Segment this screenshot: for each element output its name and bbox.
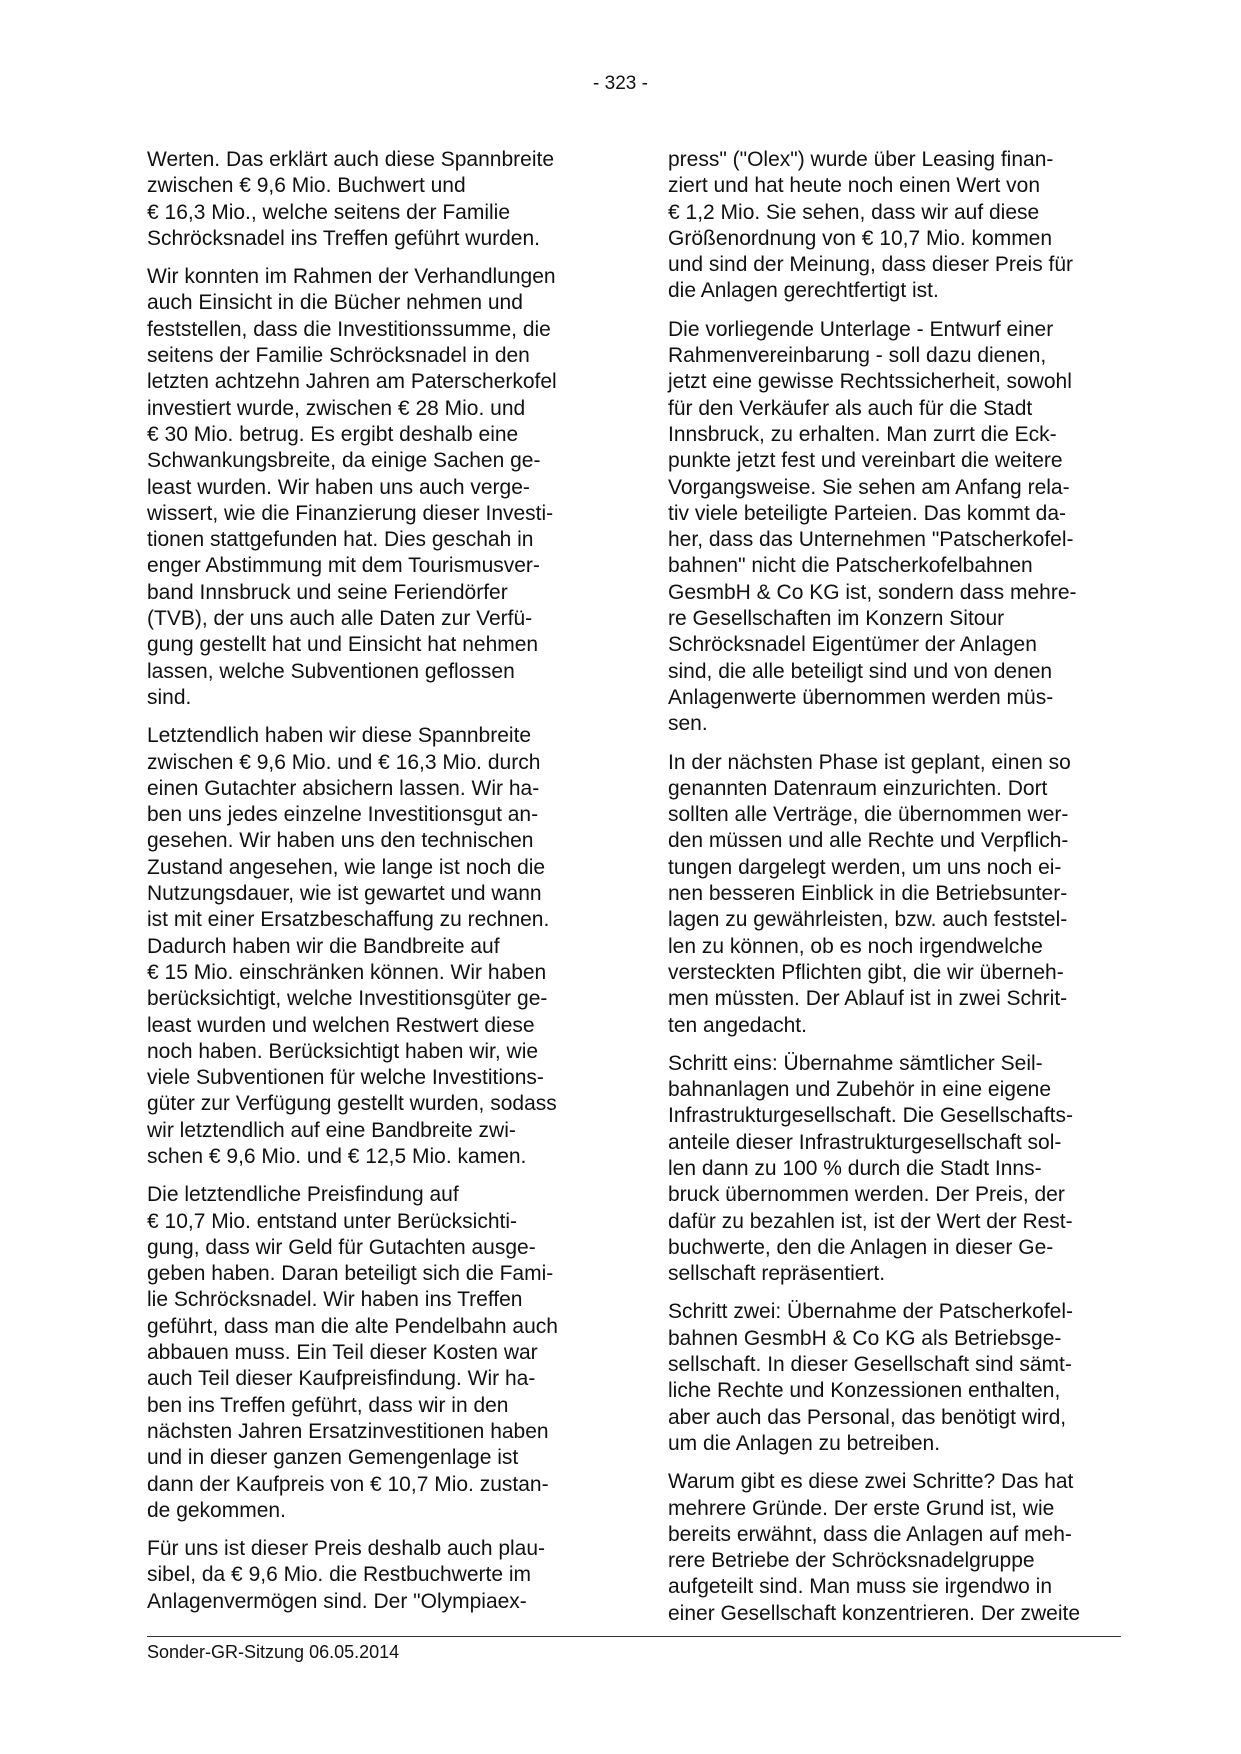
- paragraph: Schritt zwei: Übernahme der Patscherkofel- bahnen GesmbH & Co KG als Betriebsge- sellschaft. In dieser Gesellschaft sind sämt- liche Rechte und Konzessionen enthalten, aber auch das Personal, das benötigt wird, um die Anlagen zu betreiben.: [668, 1300, 1073, 1455]
- page-number: - 323 -: [593, 73, 648, 94]
- paragraph: Warum gibt es diese zwei Schritte? Das hat mehrere Gründe. Der erste Grund ist, wie bereits erwähnt, dass die Anlagen auf meh- rere Betriebe der Schröcksnadelgruppe aufgeteilt sind. Man muss sie irgendwo in einer Gesellschaft konzentrieren. Der zweite: [668, 1470, 1081, 1625]
- paragraph: Die letztendliche Preisfindung auf € 10,7 Mio. entstand unter Berücksichti- gung, dass wir Geld für Gutachten ausge- geben haben. Daran beteiligt sich die Fami- lie Schröcksnadel. Wir haben ins Treffen geführt, dass man die alte Pendelbahn auch abbauen muss. Ein Teil dieser Kosten war auch Teil dieser Kaufpreisfindung. Wir ha- ben ins Treffen geführt, dass wir in den nächsten Jahren Ersatzinvestitionen haben und in dieser ganzen Gemengenlage ist dann der Kaufpreis von € 10,7 Mio. zustan- de gekommen.: [147, 1183, 558, 1522]
- paragraph: Letztendlich haben wir diese Spannbreite zwischen € 9,6 Mio. und € 16,3 Mio. durch einen Gutachter absichern lassen. Wir ha- ben uns jedes einzelne Investitionsgut an- gesehen. Wir haben uns den technischen Zustand angesehen, wie lange ist noch die Nutzungsdauer, wie ist gewartet und wann ist mit einer Ersatzbeschaffung zu rechnen. Dadurch haben wir die Bandbreite auf € 15 Mio. einschränken können. Wir haben berücksichtigt, welche Investitionsgüter ge- least wurden und welchen Restwert diese noch haben. Berücksichtigt haben wir, wie viele Subventionen für welche Investitions- güter zur Verfügung gestellt wurden, sodass wir letztendlich auf eine Bandbreite zwi- schen € 9,6 Mio. und € 12,5 Mio. kamen.: [147, 724, 557, 1168]
- paragraph: Wir konnten im Rahmen der Verhandlungen auch Einsicht in die Bücher nehmen und feststellen, dass die Investitionssumme, die seitens der Familie Schröcksnadel in den letzten achtzehn Jahren am Paterscherkofel investiert wurde, zwischen € 28 Mio. und € 30 Mio. betrug. Es ergibt deshalb eine Schwankungsbreite, da einige Sachen ge- least wurden. Wir haben uns auch verge- wissert, wie die Finanzierung dieser Investi- tionen stattgefunden hat. Dies geschah in enger Abstimmung mit dem Tourismusver- band Innsbruck und seine Feriendörfer (TVB), der uns auch alle Daten zur Verfü- gung gestellt hat und Einsicht hat nehmen lassen, welche Subventionen geflossen sind.: [147, 265, 557, 709]
- footer-session-label: Sonder-GR-Sitzung 06.05.2014: [147, 1642, 400, 1662]
- paragraph: Für uns ist dieser Preis deshalb auch plau- sibel, da € 9,6 Mio. die Restbuchwerte im Anlagenvermögen sind. Der "Olympiaex-: [147, 1537, 546, 1613]
- right-text-column: [668, 147, 1123, 1639]
- paragraph: Schritt eins: Übernahme sämtlicher Seil- bahnanlagen und Zubehör in eine eigene Infrastrukturgesellschaft. Die Gesellschafts- anteile dieser Infrastrukturgesellschaft sol- len dann zu 100 % durch die Stadt Inns- bruck übernommen werden. Der Preis, der dafür zu bezahlen ist, ist der Wert der Rest- buchwerte, den die Anlagen in dieser Ge- sellschaft repräsentiert.: [668, 1051, 1073, 1286]
- left-text-column: [147, 147, 602, 1627]
- footer-divider: [147, 1636, 1121, 1637]
- paragraph: Werten. Das erklärt auch diese Spannbreite zwischen € 9,6 Mio. Buchwert und € 16,3 Mio., welche seitens der Familie Schröcksnadel ins Treffen geführt wurden.: [147, 148, 554, 250]
- paragraph: Die vorliegende Unterlage - Entwurf einer Rahmenvereinbarung - soll dazu dienen, jetzt eine gewisse Rechtssicherheit, sowohl für den Verkäufer als auch für die Stadt Innsbruck, zu erhalten. Man zurrt die Eck- punkte jetzt fest und vereinbart die weitere Vorgangsweise. Sie sehen am Anfang rela- tiv viele beteiligte Parteien. Das kommt da- her, dass das Unternehmen "Patscherkofel- bahnen" nicht die Patscherkofelbahnen GesmbH & Co KG ist, sondern dass mehre- re Gesellschaften im Konzern Sitour Schröcksnadel Eigentümer der Anlagen sind, die alle beteiligt sind und von denen Anlagenwerte übernommen werden müs- sen.: [668, 317, 1077, 736]
- paragraph: press" ("Olex") wurde über Leasing finan- ziert und hat heute noch einen Wert von € 1,2 Mio. Sie sehen, dass wir auf diese Größenordnung von € 10,7 Mio. kommen und sind der Meinung, dass dieser Preis für die Anlagen gerechtfertigt ist.: [668, 148, 1074, 303]
- paragraph: In der nächsten Phase ist geplant, einen so genannten Datenraum einzurichten. Dort sollten alle Verträge, die übernommen wer- den müssen und alle Rechte und Verpflich- tungen dargelegt werden, um uns noch ei- nen besseren Einblick in die Betriebsunter- lagen zu gewährleisten, bzw. auch feststel- len zu können, ob es noch irgendwelche versteckten Pflichten gibt, die wir überneh- men müssten. Der Ablauf ist in zwei Schrit- ten angedacht.: [668, 750, 1071, 1037]
